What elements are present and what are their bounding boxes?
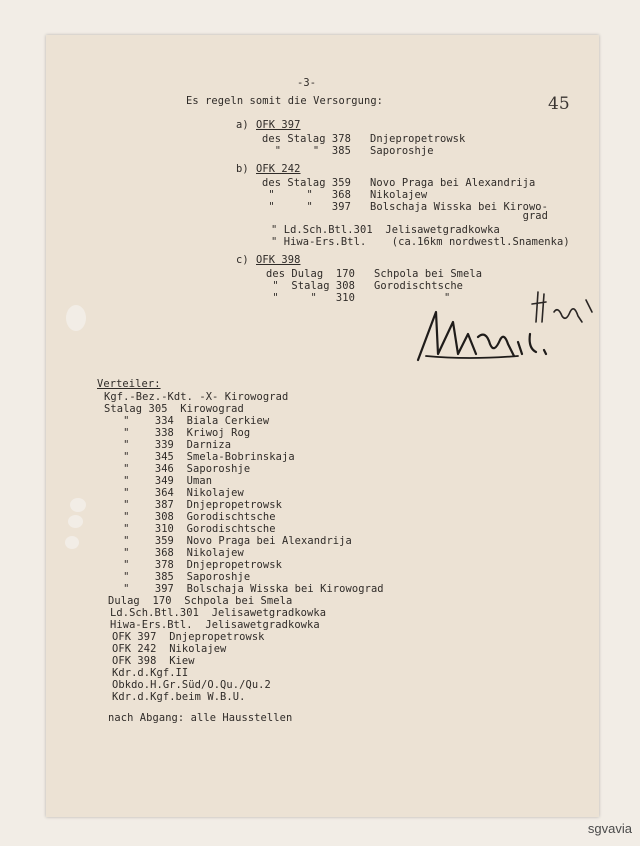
distribution-row: Kgf.-Bez.-Kdt. -X- Kirowograd	[104, 391, 289, 403]
distribution-row: " 387 Dnjepropetrowsk	[104, 499, 282, 511]
distribution-row: Kdr.d.Kgf.II	[112, 667, 189, 679]
distribution-row: " 385 Saporoshje	[104, 571, 251, 583]
distribution-row: " 308 Gorodischtsche	[104, 511, 276, 523]
distribution-row: OFK 242 Nikolajew	[112, 643, 227, 655]
section-c-row: " " 310 "	[266, 292, 451, 304]
distribution-row: " 334 Biala Cerkiew	[104, 415, 270, 427]
distribution-row: " 364 Nikolajew	[104, 487, 244, 499]
punch-hole	[65, 536, 79, 549]
distribution-row: Hiwa-Ers.Btl. Jelisawetgradkowka	[110, 619, 320, 631]
distribution-row: " 397 Bolschaja Wisska bei Kirowograd	[104, 583, 384, 595]
distribution-row: " 368 Nikolajew	[104, 547, 244, 559]
section-b-label: b)	[236, 163, 249, 175]
distribution-row: Dulag 170 Schpola bei Smela	[108, 595, 293, 607]
distribution-row: Kdr.d.Kgf.beim W.B.U.	[112, 691, 246, 703]
section-b-row: " Ld.Sch.Btl.301 Jelisawetgradkowka	[271, 224, 500, 236]
distribution-row: " 345 Smela-Bobrinskaja	[104, 451, 295, 463]
distribution-row: " 346 Saporoshje	[104, 463, 251, 475]
section-a-row: " " 385 Saporoshje	[262, 145, 434, 157]
distribution-row: " 310 Gorodischtsche	[104, 523, 276, 535]
section-b-row: " Hiwa-Ers.Btl. (ca.16km nordwestl.Snamenka)	[271, 236, 570, 248]
distribution-row: Ld.Sch.Btl.301 Jelisawetgradkowka	[110, 607, 327, 619]
watermark: sgvavia	[587, 821, 632, 836]
distribution-row: " 339 Darniza	[104, 439, 232, 451]
distribution-row: " 378 Dnjepropetrowsk	[104, 559, 282, 571]
section-b-row: grad	[262, 210, 549, 222]
distribution-row: OFK 397 Dnjepropetrowsk	[112, 631, 265, 643]
distribution-row: OFK 398 Kiew	[112, 655, 195, 667]
intro-heading: Es regeln somit die Versorgung:	[186, 95, 384, 107]
section-a-row: des Stalag 378 Dnjepropetrowsk	[262, 133, 466, 145]
distribution-footer: nach Abgang: alle Hausstellen	[108, 712, 293, 724]
signature	[408, 282, 598, 372]
section-b-row: " " 368 Nikolajew	[262, 189, 428, 201]
punch-hole	[66, 305, 86, 331]
distribution-row: " 359 Novo Praga bei Alexandrija	[104, 535, 352, 547]
section-b-row: des Stalag 359 Novo Praga bei Alexandrija	[262, 177, 536, 189]
section-b-ofk: OFK 242	[256, 163, 301, 175]
section-c-ofk: OFK 398	[256, 254, 301, 266]
section-c-row: des Dulag 170 Schpola bei Smela	[266, 268, 483, 280]
punch-hole	[70, 498, 86, 512]
distribution-row: Stalag 305 Kirowograd	[104, 403, 244, 415]
distribution-row: " 349 Uman	[104, 475, 213, 487]
section-a-label: a)	[236, 119, 249, 131]
punch-hole	[68, 515, 83, 528]
section-c-label: c)	[236, 254, 249, 266]
distribution-title: Verteiler:	[97, 378, 161, 390]
page-marker: -3-	[297, 77, 317, 89]
distribution-row: Obkdo.H.Gr.Süd/O.Qu./Qu.2	[112, 679, 271, 691]
distribution-row: " 338 Kriwoj Rog	[104, 427, 251, 439]
page-number: 45	[548, 94, 570, 114]
section-a-ofk: OFK 397	[256, 119, 301, 131]
section-c-row: " Stalag 308 Gorodischtsche	[266, 280, 464, 292]
section-b-row: " " 397 Bolschaja Wisska bei Kirowo-	[262, 201, 549, 213]
